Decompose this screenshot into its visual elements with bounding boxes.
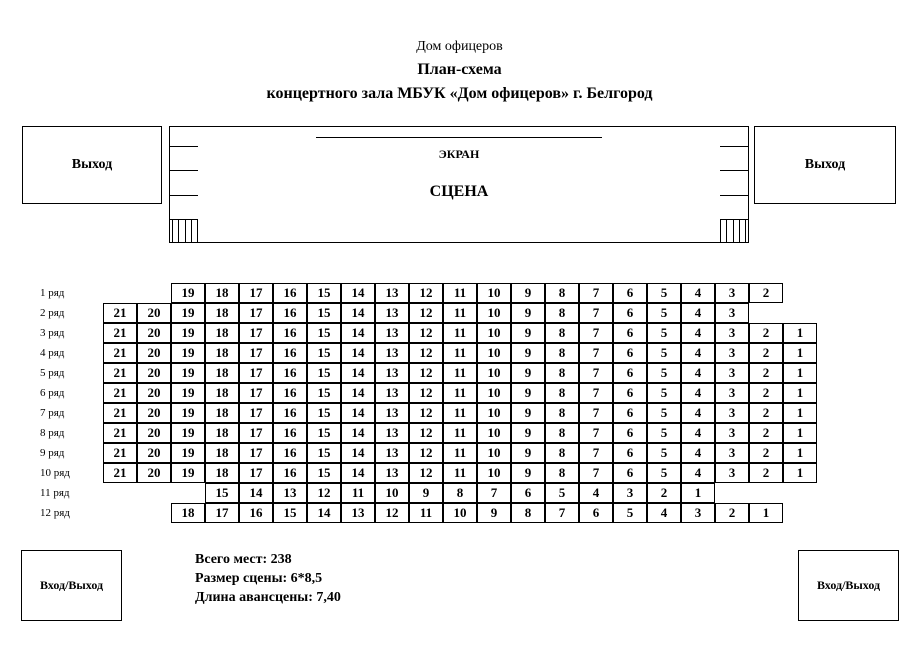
seat[interactable]: 6 [613,283,647,303]
screen-line [316,137,602,138]
seat[interactable]: 18 [205,323,239,343]
seat[interactable]: 1 [783,323,817,343]
seat[interactable]: 20 [137,403,171,423]
seat[interactable]: 14 [341,403,375,423]
seat[interactable]: 15 [307,303,341,323]
seat[interactable]: 3 [681,503,715,523]
seat[interactable]: 11 [443,403,477,423]
seat[interactable]: 4 [647,503,681,523]
seat[interactable]: 16 [273,383,307,403]
seat[interactable]: 5 [647,323,681,343]
seat[interactable]: 10 [375,483,409,503]
row-label: 6 ряд [40,387,65,399]
seat[interactable]: 7 [579,283,613,303]
forestage-length: Длина авансцены: 7,40 [195,590,341,605]
seat[interactable]: 15 [205,483,239,503]
seat[interactable]: 10 [477,283,511,303]
seat[interactable]: 21 [103,303,137,323]
seat[interactable]: 13 [375,403,409,423]
seat[interactable]: 10 [477,383,511,403]
seat[interactable]: 7 [579,303,613,323]
seat[interactable]: 21 [103,383,137,403]
seat[interactable]: 8 [545,383,579,403]
seat[interactable]: 17 [239,423,273,443]
seat[interactable]: 8 [443,483,477,503]
seat[interactable]: 12 [409,463,443,483]
seat[interactable]: 7 [579,423,613,443]
seat[interactable]: 12 [375,503,409,523]
row-label: 1 ряд [40,287,65,299]
seat[interactable]: 8 [545,403,579,423]
seat[interactable]: 12 [409,283,443,303]
seat[interactable]: 4 [681,463,715,483]
seat[interactable]: 5 [647,423,681,443]
seat[interactable]: 1 [783,343,817,363]
seat[interactable]: 10 [443,503,477,523]
seat[interactable]: 3 [715,463,749,483]
seat[interactable]: 1 [783,443,817,463]
seat[interactable]: 4 [681,323,715,343]
seat[interactable]: 18 [205,423,239,443]
seat[interactable]: 8 [545,443,579,463]
seat[interactable]: 7 [579,323,613,343]
seat[interactable]: 11 [443,303,477,323]
row-label: 3 ряд [40,327,65,339]
seat[interactable]: 6 [613,463,647,483]
seat[interactable]: 7 [579,443,613,463]
seat[interactable]: 15 [307,323,341,343]
seat[interactable]: 11 [443,423,477,443]
seat[interactable]: 10 [477,463,511,483]
seat[interactable]: 17 [239,323,273,343]
seat[interactable]: 17 [239,463,273,483]
seat[interactable]: 1 [783,463,817,483]
seat[interactable]: 14 [341,443,375,463]
seat[interactable]: 3 [715,443,749,463]
seat[interactable]: 19 [171,423,205,443]
seat[interactable]: 9 [511,283,545,303]
seat[interactable]: 16 [273,423,307,443]
seat[interactable]: 8 [545,463,579,483]
seat[interactable]: 15 [307,443,341,463]
seat[interactable]: 8 [545,303,579,323]
seat[interactable]: 16 [273,463,307,483]
seat[interactable]: 16 [273,363,307,383]
seat[interactable]: 10 [477,403,511,423]
hall-summary [195,550,341,607]
seat[interactable]: 2 [749,343,783,363]
seat[interactable]: 15 [307,363,341,383]
seat[interactable]: 11 [443,383,477,403]
seat[interactable]: 16 [239,503,273,523]
seat[interactable]: 3 [715,323,749,343]
seat[interactable]: 6 [613,443,647,463]
seat[interactable]: 13 [341,503,375,523]
seat[interactable]: 4 [681,443,715,463]
seat[interactable]: 5 [647,383,681,403]
wing-left-line [170,146,198,147]
seat[interactable]: 21 [103,363,137,383]
seat[interactable]: 4 [681,283,715,303]
seat[interactable]: 20 [137,443,171,463]
seat[interactable]: 17 [239,283,273,303]
seat[interactable]: 10 [477,303,511,323]
seat[interactable]: 6 [613,323,647,343]
seat[interactable]: 5 [647,363,681,383]
seat[interactable]: 17 [239,443,273,463]
seat[interactable]: 12 [307,483,341,503]
seat[interactable]: 4 [579,483,613,503]
total-seats: Всего мест: 238 [195,552,292,567]
wing-right-line [720,170,748,171]
seat[interactable]: 13 [375,363,409,383]
seat[interactable]: 4 [681,363,715,383]
seat[interactable]: 9 [511,403,545,423]
seat[interactable]: 21 [103,403,137,423]
seat[interactable]: 14 [341,323,375,343]
seat[interactable]: 6 [613,383,647,403]
seat[interactable]: 9 [477,503,511,523]
seat[interactable]: 15 [307,343,341,363]
seat[interactable]: 2 [749,463,783,483]
seat[interactable]: 4 [681,423,715,443]
row-label: 8 ряд [40,427,65,439]
seat[interactable]: 5 [613,503,647,523]
seat[interactable]: 12 [409,383,443,403]
seat[interactable]: 9 [511,443,545,463]
seat[interactable]: 12 [409,303,443,323]
row-label: 10 ряд [40,467,70,479]
seat[interactable]: 3 [715,343,749,363]
seat[interactable]: 1 [783,403,817,423]
row-label: 11 ряд [40,487,70,499]
seat[interactable]: 1 [783,363,817,383]
seat[interactable]: 11 [443,323,477,343]
wing-left-steps [172,220,198,243]
entrance-exit-left: Вход/Выход [21,550,122,621]
seat[interactable]: 10 [477,323,511,343]
seat[interactable]: 5 [647,283,681,303]
seat[interactable]: 5 [647,463,681,483]
seat[interactable]: 19 [171,283,205,303]
seat[interactable]: 15 [273,503,307,523]
plan-title: План-схема [417,61,502,78]
seat[interactable]: 5 [545,483,579,503]
seat[interactable]: 20 [137,343,171,363]
stage-area [169,126,749,243]
seat[interactable]: 2 [749,403,783,423]
exit-right: Выход [754,126,896,204]
seat[interactable]: 14 [341,343,375,363]
seat[interactable]: 9 [511,383,545,403]
seat[interactable]: 2 [749,283,783,303]
seat[interactable]: 14 [341,283,375,303]
seat[interactable]: 6 [613,363,647,383]
seat[interactable]: 19 [171,443,205,463]
seat[interactable]: 20 [137,463,171,483]
row-label: 12 ряд [40,507,70,519]
exit-left: Выход [22,126,162,204]
seat[interactable]: 13 [375,463,409,483]
seat[interactable]: 9 [511,323,545,343]
seat[interactable]: 9 [511,363,545,383]
seat[interactable]: 6 [511,483,545,503]
seat[interactable]: 7 [579,463,613,483]
seat[interactable]: 3 [715,403,749,423]
seat[interactable]: 15 [307,283,341,303]
seat[interactable]: 21 [103,343,137,363]
seat[interactable]: 19 [171,403,205,423]
seat[interactable]: 11 [341,483,375,503]
seat[interactable]: 14 [341,463,375,483]
seat[interactable]: 3 [715,423,749,443]
seat[interactable]: 18 [171,503,205,523]
seat[interactable]: 15 [307,463,341,483]
seat[interactable]: 15 [307,383,341,403]
seat[interactable]: 14 [341,383,375,403]
wing-left-line [170,195,198,196]
seat[interactable]: 12 [409,343,443,363]
seat[interactable]: 17 [239,363,273,383]
seat[interactable]: 5 [647,303,681,323]
seat[interactable]: 16 [273,323,307,343]
seat[interactable]: 3 [715,383,749,403]
seat[interactable]: 2 [749,323,783,343]
seat[interactable]: 20 [137,303,171,323]
seat[interactable]: 9 [511,423,545,443]
seat[interactable]: 2 [715,503,749,523]
organization-name: Дом офицеров [416,39,503,54]
seat[interactable]: 4 [681,403,715,423]
seat[interactable]: 17 [239,403,273,423]
seat[interactable]: 4 [681,303,715,323]
seat[interactable]: 1 [783,423,817,443]
stage-size: Размер сцены: 6*8,5 [195,571,323,586]
seat[interactable]: 3 [715,283,749,303]
row-label: 2 ряд [40,307,65,319]
seat[interactable]: 1 [783,383,817,403]
seat[interactable]: 3 [715,303,749,323]
seat[interactable]: 11 [443,343,477,363]
seat[interactable]: 7 [579,383,613,403]
seat[interactable]: 1 [749,503,783,523]
seat[interactable]: 12 [409,323,443,343]
seat[interactable]: 21 [103,463,137,483]
seat[interactable]: 7 [579,363,613,383]
seat[interactable]: 9 [511,343,545,363]
wing-right-steps [720,220,746,243]
seat[interactable]: 5 [647,403,681,423]
seat[interactable]: 13 [375,283,409,303]
seat[interactable]: 9 [511,303,545,323]
seat[interactable]: 19 [171,383,205,403]
wing-left-line [170,170,198,171]
seat[interactable]: 14 [341,303,375,323]
wing-right-line [720,195,748,196]
seat[interactable]: 14 [239,483,273,503]
row-label: 9 ряд [40,447,65,459]
seat[interactable]: 18 [205,463,239,483]
seat[interactable]: 7 [477,483,511,503]
seat[interactable]: 2 [749,383,783,403]
seat[interactable]: 13 [375,443,409,463]
seat[interactable]: 10 [477,443,511,463]
seat[interactable]: 21 [103,423,137,443]
seat[interactable]: 17 [239,383,273,403]
seat[interactable]: 6 [613,303,647,323]
seat[interactable]: 8 [545,323,579,343]
seat[interactable]: 20 [137,323,171,343]
seat[interactable]: 16 [273,303,307,323]
seat[interactable]: 18 [205,303,239,323]
seat[interactable]: 10 [477,343,511,363]
seat[interactable]: 3 [715,363,749,383]
seat[interactable]: 8 [545,343,579,363]
seat[interactable]: 13 [375,423,409,443]
stage-label: СЦЕНА [429,183,489,200]
seat[interactable]: 12 [409,403,443,423]
seat[interactable]: 7 [545,503,579,523]
seat[interactable]: 6 [613,343,647,363]
seat[interactable]: 16 [273,403,307,423]
seat[interactable]: 11 [443,363,477,383]
seat[interactable]: 7 [579,343,613,363]
seat[interactable]: 19 [171,323,205,343]
seat[interactable]: 12 [409,443,443,463]
seat[interactable]: 14 [341,423,375,443]
seat[interactable]: 4 [681,383,715,403]
seat[interactable]: 18 [205,403,239,423]
seat[interactable]: 12 [409,423,443,443]
seat[interactable]: 7 [579,403,613,423]
seat[interactable]: 17 [205,503,239,523]
seat[interactable]: 4 [681,343,715,363]
seat[interactable]: 21 [103,443,137,463]
seat[interactable]: 2 [647,483,681,503]
seat[interactable]: 18 [205,363,239,383]
wing-right-line [720,146,748,147]
seat[interactable]: 12 [409,363,443,383]
seat[interactable]: 15 [307,423,341,443]
row-label: 4 ряд [40,347,65,359]
seat[interactable]: 19 [171,343,205,363]
plan-subtitle: концертного зала МБУК «Дом офицеров» г. Белгород [266,85,653,102]
row-label: 7 ряд [40,407,65,419]
seat[interactable]: 13 [375,383,409,403]
seat[interactable]: 13 [375,303,409,323]
seat[interactable]: 6 [579,503,613,523]
seat[interactable]: 19 [171,363,205,383]
seat[interactable]: 19 [171,303,205,323]
seat[interactable]: 8 [545,283,579,303]
seat[interactable]: 18 [205,343,239,363]
seat[interactable]: 19 [171,463,205,483]
seat[interactable]: 2 [749,363,783,383]
seat[interactable]: 11 [409,503,443,523]
seat[interactable]: 20 [137,423,171,443]
seat[interactable]: 8 [545,423,579,443]
seat[interactable]: 8 [511,503,545,523]
seat[interactable]: 6 [613,403,647,423]
seat[interactable]: 10 [477,363,511,383]
seat[interactable]: 2 [749,423,783,443]
seat[interactable]: 18 [205,283,239,303]
seat[interactable]: 14 [307,503,341,523]
seat[interactable]: 5 [647,343,681,363]
seat[interactable]: 17 [239,343,273,363]
seat[interactable]: 16 [273,443,307,463]
seat[interactable]: 9 [511,463,545,483]
seat[interactable]: 16 [273,343,307,363]
seat[interactable]: 16 [273,283,307,303]
seat[interactable]: 11 [443,443,477,463]
screen-label: ЭКРАН [438,147,480,161]
seat[interactable]: 13 [375,323,409,343]
seat[interactable]: 15 [307,403,341,423]
seat[interactable]: 13 [273,483,307,503]
seat[interactable]: 10 [477,423,511,443]
seat[interactable]: 11 [443,463,477,483]
seat[interactable]: 9 [409,483,443,503]
seat[interactable]: 13 [375,343,409,363]
seat[interactable]: 18 [205,443,239,463]
seat[interactable]: 11 [443,283,477,303]
seat[interactable]: 21 [103,323,137,343]
seat[interactable]: 17 [239,303,273,323]
seat[interactable]: 5 [647,443,681,463]
seat[interactable]: 14 [341,363,375,383]
seat[interactable]: 6 [613,423,647,443]
row-label: 5 ряд [40,367,65,379]
seat[interactable]: 20 [137,363,171,383]
entrance-exit-right: Вход/Выход [798,550,899,621]
seat[interactable]: 18 [205,383,239,403]
seat[interactable]: 20 [137,383,171,403]
seat[interactable]: 8 [545,363,579,383]
seat[interactable]: 1 [681,483,715,503]
seat[interactable]: 3 [613,483,647,503]
seat[interactable]: 2 [749,443,783,463]
